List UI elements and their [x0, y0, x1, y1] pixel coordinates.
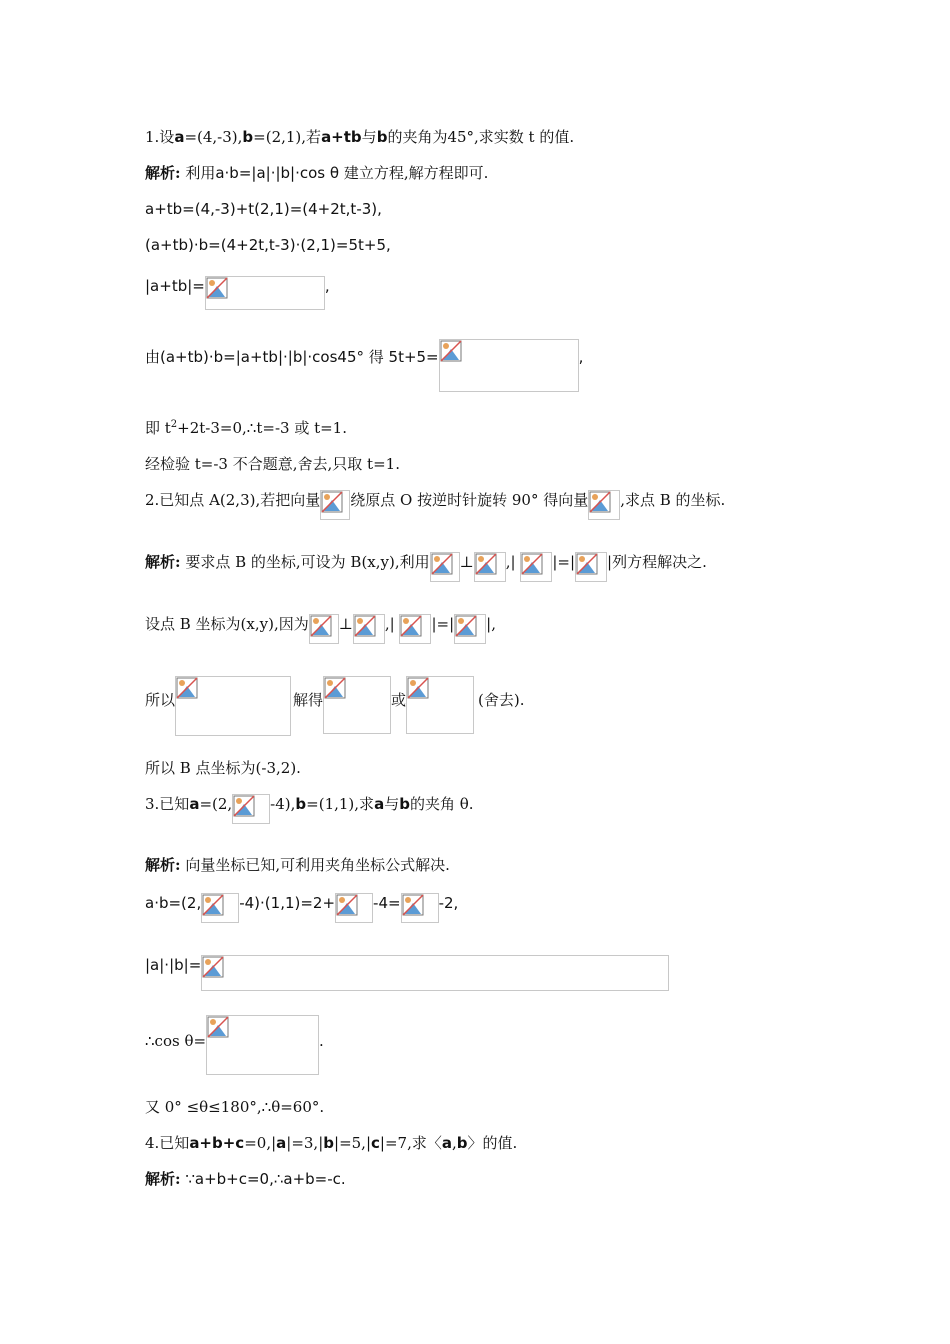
- broken-image-icon: [176, 677, 198, 699]
- problem3-step2: |a|·|b|=: [145, 955, 669, 991]
- broken-image-icon: [202, 956, 224, 978]
- problem1-question: 1.设a=(4,-3),b=(2,1),若a+tb与b的夹角为45°,求实数 t 的值.: [145, 128, 575, 146]
- problem1-step3: |a+tb|= ,: [145, 276, 330, 310]
- problem3-step1: a·b=(2, -4)·(1,1)=2+ -4= -2,: [145, 893, 458, 923]
- problem1-step6: 经检验 t=-3 不合题意,舍去,只取 t=1.: [145, 455, 400, 473]
- broken-image-icon: [310, 615, 332, 637]
- problem2-step3: 所以 B 点坐标为(-3,2).: [145, 759, 301, 777]
- broken-image-icon: [576, 553, 598, 575]
- formula-image-placeholder: [353, 614, 385, 644]
- broken-image-icon: [402, 894, 424, 916]
- problem1-step5: 即 $t^2+2t-3=0,\therefore t=-3$ 或 t=1.: [145, 419, 347, 437]
- broken-image-icon: [354, 615, 376, 637]
- problem2-question: 2.已知点 A(2,3),若把向量 绕原点 O 按逆时针旋转 90° 得向量 ,求点 B 的坐标.: [145, 490, 725, 520]
- sqrt-image: [232, 794, 270, 824]
- broken-image-icon: [475, 553, 497, 575]
- formula-image-placeholder: [520, 552, 552, 582]
- problem3-step4: 又 0° ≤θ≤180°,∴θ=60°.: [145, 1098, 325, 1116]
- broken-image-icon: [233, 795, 255, 817]
- broken-image-icon: [431, 553, 453, 575]
- broken-image-icon: [589, 491, 611, 513]
- broken-image-icon: [400, 615, 422, 637]
- broken-image-icon: [455, 615, 477, 637]
- problem1-step4: 由(a+tb)·b=|a+tb|·|b|·cos45° 得 5t+5= ,: [145, 339, 583, 392]
- broken-image-icon: [521, 553, 543, 575]
- problem4-analysis: 解析: ∵a+b+c=0,∴a+b=-c.: [145, 1170, 346, 1188]
- broken-image-icon: [440, 340, 462, 362]
- analysis-label: 解析:: [145, 553, 181, 571]
- broken-image-icon: [336, 894, 358, 916]
- problem4-question: 4.已知a+b+c=0,|a|=3,|b|=5,|c|=7,求〈a,b〉的值.: [145, 1134, 518, 1152]
- equation-system-image: [175, 676, 291, 736]
- fraction-image: [206, 1015, 319, 1075]
- sqrt-image: [401, 893, 439, 923]
- broken-image-icon: [206, 277, 228, 299]
- broken-image-icon: [321, 491, 343, 513]
- sqrt-image: [201, 893, 239, 923]
- formula-image-placeholder: [439, 339, 579, 392]
- analysis-label: 解析:: [145, 856, 181, 874]
- broken-image-icon: [202, 894, 224, 916]
- analysis-label: 解析:: [145, 1170, 181, 1188]
- formula-image-placeholder: [454, 614, 486, 644]
- problem3-question: 3.已知a=(2, -4),b=(1,1),求a与b的夹角 θ.: [145, 794, 474, 824]
- solution2-image: [406, 676, 474, 734]
- sqrt-image: [335, 893, 373, 923]
- problem2-analysis: 解析: 要求点 B 的坐标,可设为 B(x,y),利用 ⊥ ,| |=| |列方程解决之.: [145, 552, 707, 582]
- problem2-step1: 设点 B 坐标为(x,y),因为 ⊥ ,| |=| |,: [145, 614, 496, 644]
- formula-image-placeholder: [399, 614, 431, 644]
- solution1-image: [323, 676, 391, 734]
- formula-image-placeholder: [201, 955, 669, 991]
- vector-ob-image: [588, 490, 620, 520]
- formula-image-placeholder: [205, 276, 325, 310]
- broken-image-icon: [324, 677, 346, 699]
- broken-image-icon: [207, 1016, 229, 1038]
- vector-oa-image: [320, 490, 350, 520]
- formula-image-placeholder: [575, 552, 607, 582]
- formula-image-placeholder: [474, 552, 506, 582]
- problem1-step2: (a+tb)·b=(4+2t,t-3)·(2,1)=5t+5,: [145, 236, 391, 254]
- problem3-step3: ∴cos θ= .: [145, 1015, 324, 1075]
- problem2-step2: 所以 解得 或 (舍去).: [145, 676, 525, 736]
- problem1-step1: a+tb=(4,-3)+t(2,1)=(4+2t,t-3),: [145, 200, 382, 218]
- analysis-label: 解析:: [145, 164, 181, 182]
- formula-image-placeholder: [430, 552, 460, 582]
- formula-image-placeholder: [309, 614, 339, 644]
- problem1-analysis: 解析: 利用a·b=|a|·|b|·cos θ 建立方程,解方程即可.: [145, 164, 489, 182]
- problem3-analysis: 解析: 向量坐标已知,可利用夹角坐标公式解决.: [145, 856, 450, 874]
- broken-image-icon: [407, 677, 429, 699]
